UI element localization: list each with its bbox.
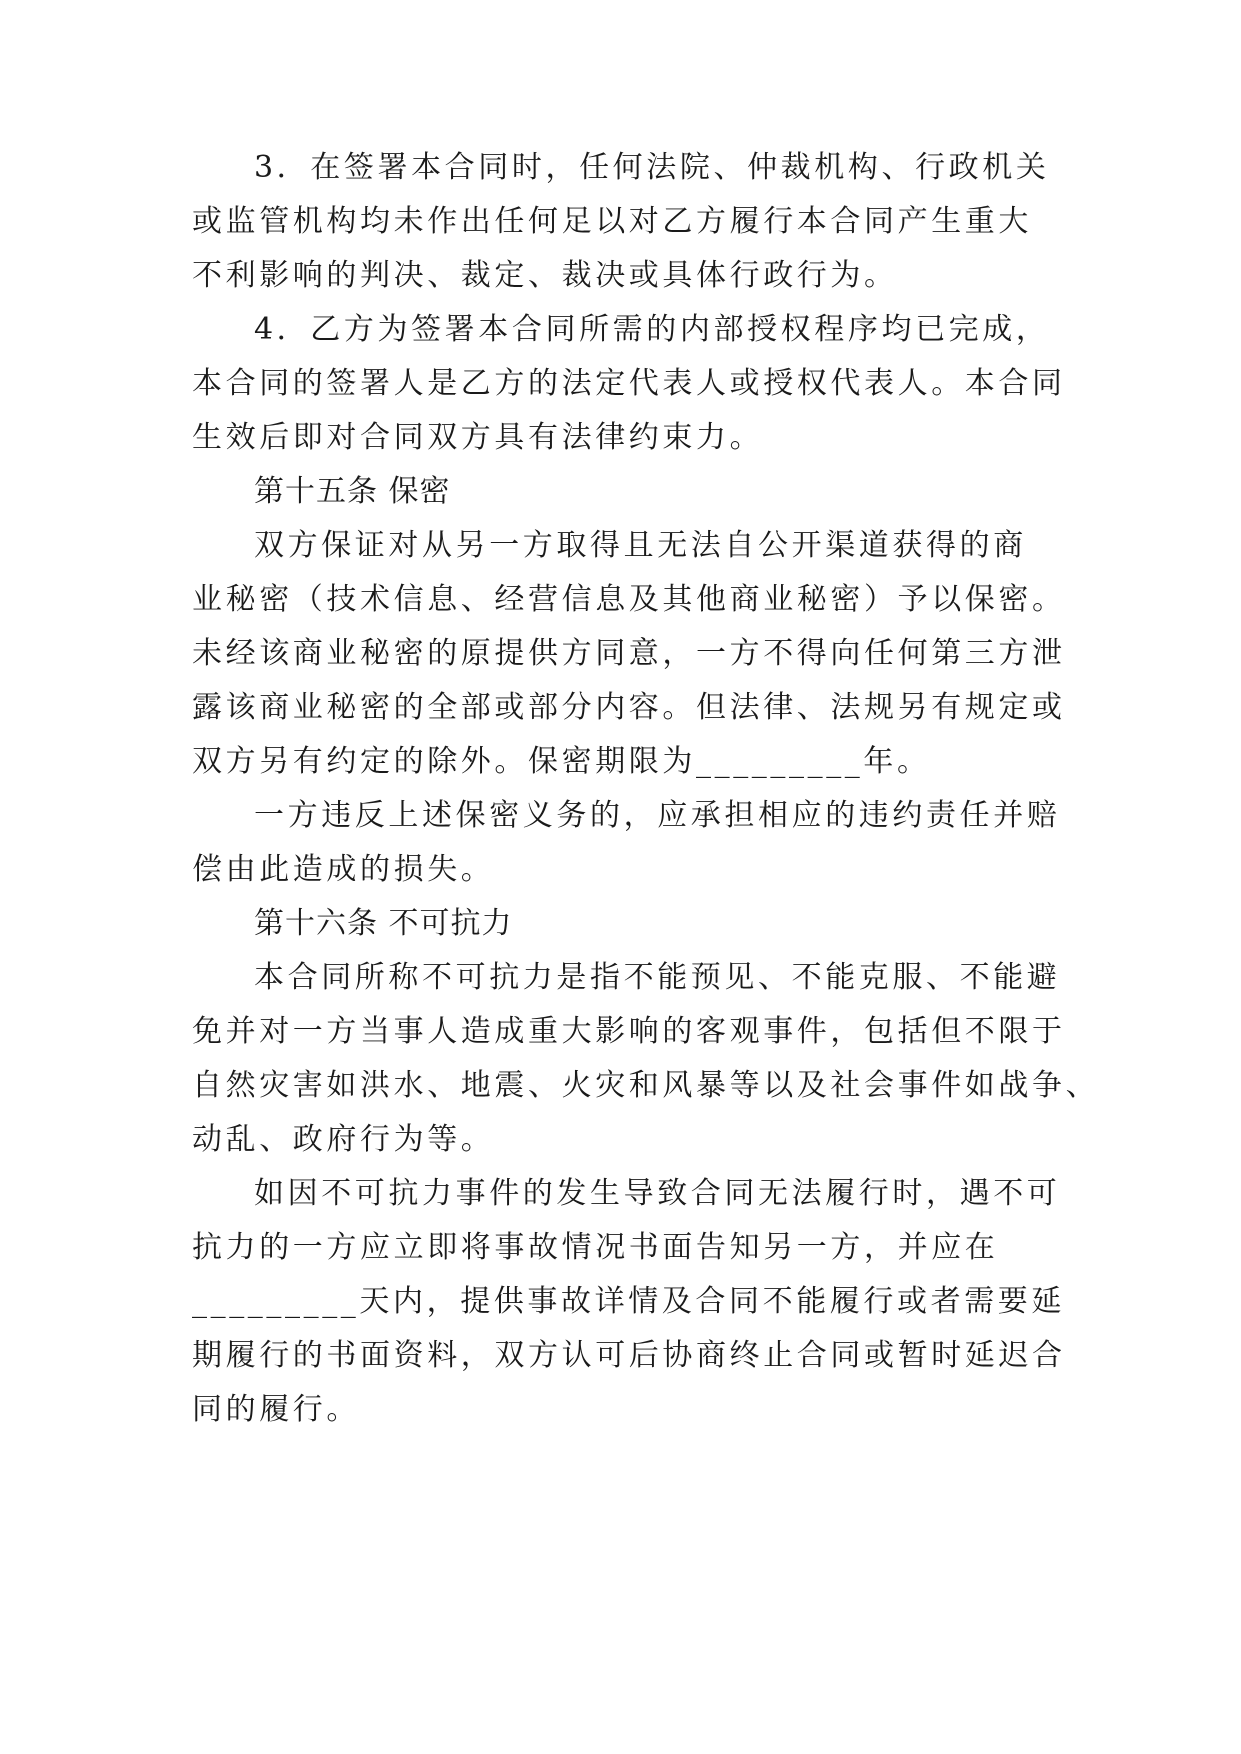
confidentiality-line-2: 业秘密（技术信息、经营信息及其他商业秘密）予以保密。 [192, 582, 1066, 617]
clause-3-line-3: 不利影响的判决、裁定、裁决或具体行政行为。 [192, 258, 898, 293]
force-majeure-line-2: 免并对一方当事人造成重大影响的客观事件，包括但不限于 [192, 1014, 1066, 1049]
notice-line-1: 如因不可抗力事件的发生导致合同无法履行时，遇不可 [254, 1176, 1061, 1211]
breach-line-1: 一方违反上述保密义务的，应承担相应的违约责任并赔 [254, 798, 1061, 833]
breach-line-2: 偿由此造成的损失。 [192, 852, 495, 887]
notice-line-4: 期履行的书面资料，双方认可后协商终止合同或暂时延迟合 [192, 1338, 1066, 1373]
confidentiality-line-3: 未经该商业秘密的原提供方同意，一方不得向任何第三方泄 [192, 636, 1066, 671]
clause-3-line-1: 3．在签署本合同时，任何法院、仲裁机构、行政机关 [254, 150, 1050, 185]
clause-3-line-2: 或监管机构均未作出任何足以对乙方履行本合同产生重大 [192, 204, 1032, 239]
force-majeure-line-1: 本合同所称不可抗力是指不能预见、不能克服、不能避 [254, 960, 1061, 995]
confidentiality-line-1: 双方保证对从另一方取得且无法自公开渠道获得的商 [254, 528, 1027, 563]
notice-line-3: _________天内，提供事故详情及合同不能履行或者需要延 [192, 1284, 1065, 1319]
clause-4-line-3: 生效后即对合同双方具有法律约束力。 [192, 420, 764, 455]
force-majeure-line-4: 动乱、政府行为等。 [192, 1122, 495, 1157]
force-majeure-line-3: 自然灾害如洪水、地震、火灾和风暴等以及社会事件如战争、 [192, 1068, 1100, 1103]
confidentiality-line-5: 双方另有约定的除外。保密期限为_________年。 [192, 744, 931, 779]
notice-line-2: 抗力的一方应立即将事故情况书面告知另一方，并应在 [192, 1230, 999, 1265]
notice-line-5: 同的履行。 [192, 1392, 360, 1427]
article-15-heading: 第十五条 保密 [254, 474, 451, 509]
confidentiality-line-4: 露该商业秘密的全部或部分内容。但法律、法规另有规定或 [192, 690, 1066, 725]
clause-4-line-1: 4．乙方为签署本合同所需的内部授权程序均已完成， [254, 312, 1050, 347]
article-16-heading: 第十六条 不可抗力 [254, 906, 513, 941]
clause-4-line-2: 本合同的签署人是乙方的法定代表人或授权代表人。本合同 [192, 366, 1066, 401]
